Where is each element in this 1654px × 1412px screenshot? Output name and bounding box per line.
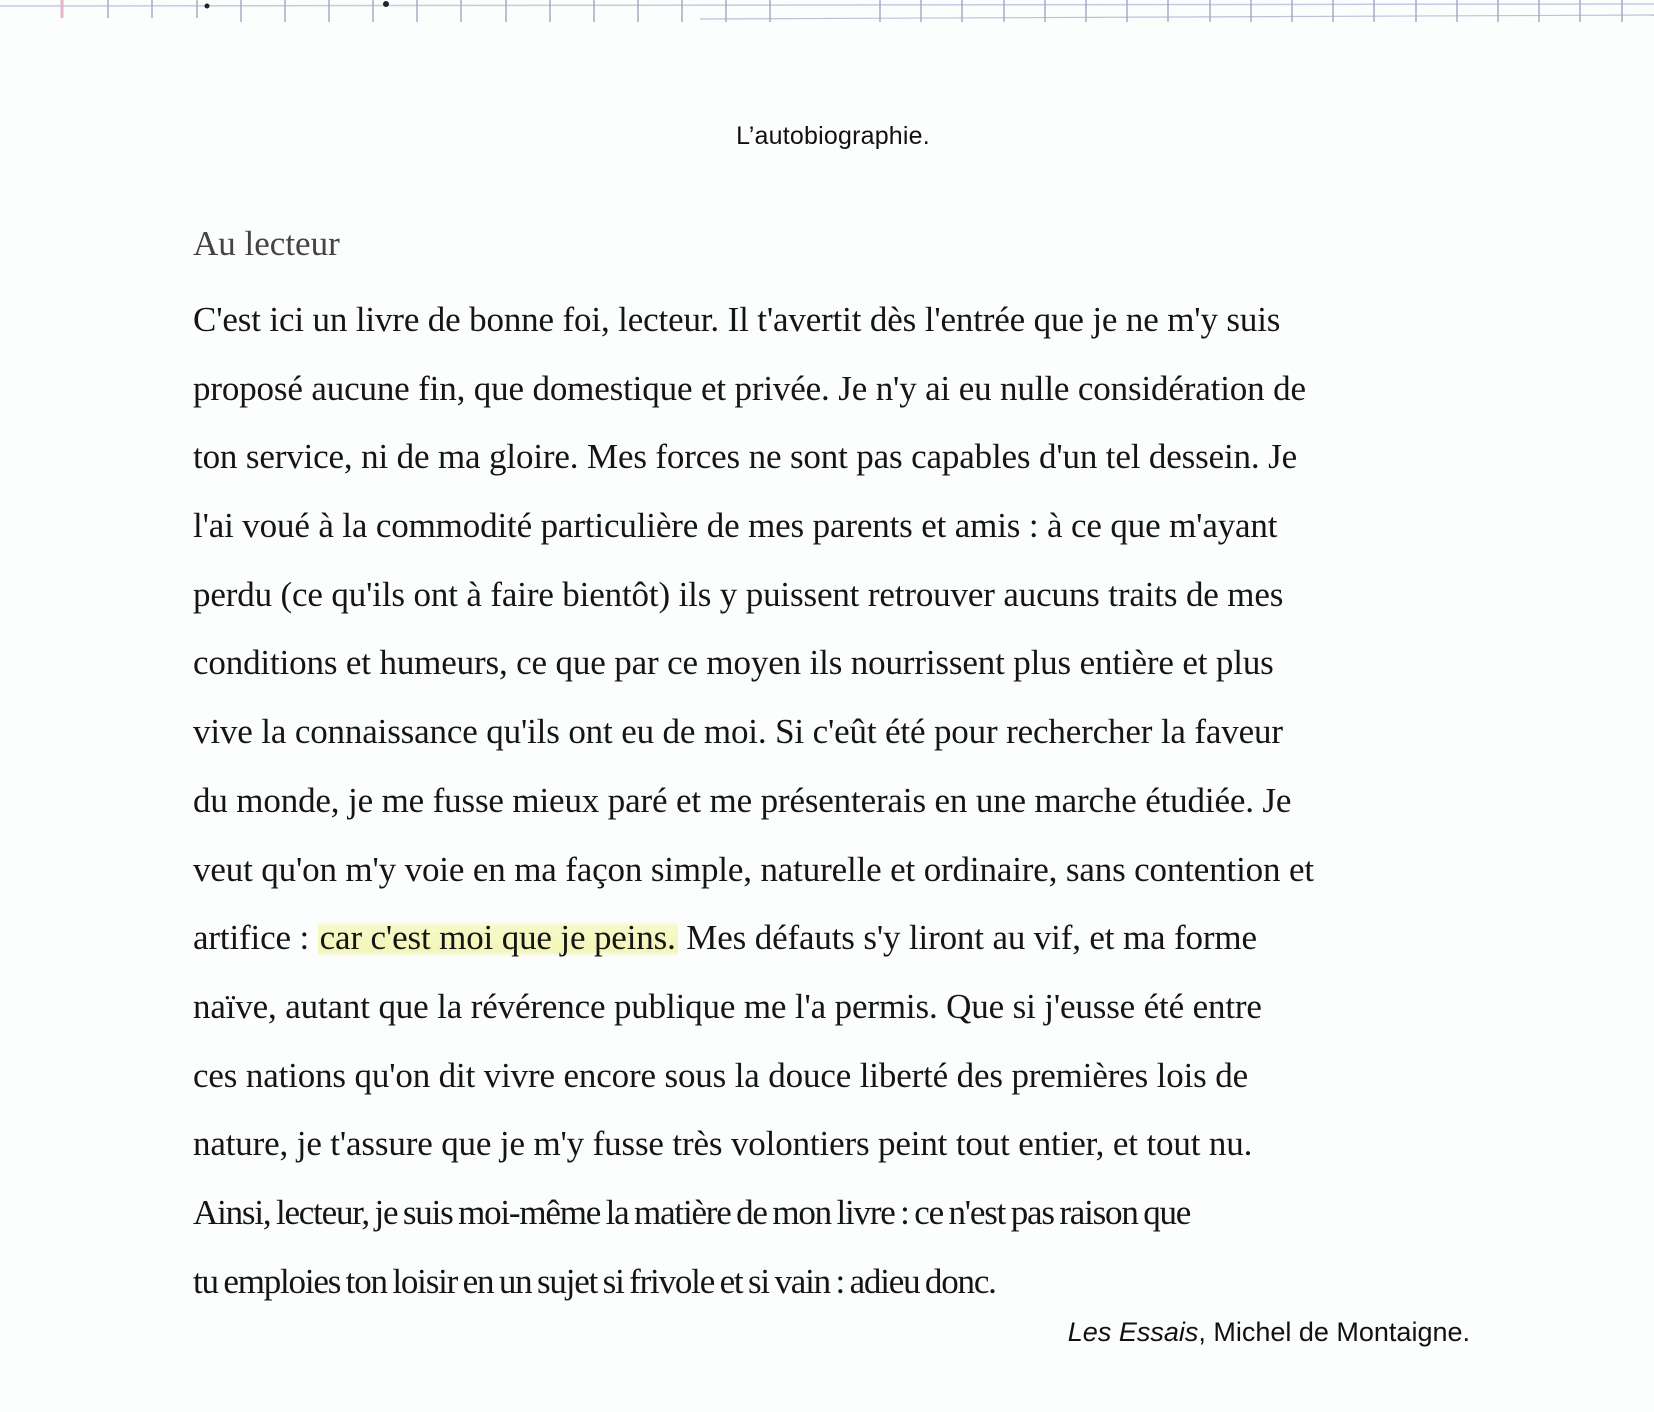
text-line: vive la connaissance qu'ils ont eu de moi. Si c'eût été pour rechercher la faveur — [193, 712, 1283, 752]
text-line: perdu (ce qu'ils ont à faire bientôt) ils y puissent retrouver aucuns traits de mes — [193, 574, 1284, 614]
text-line: du monde, je me fusse mieux paré et me présenterais en une marche étudiée. Je — [193, 780, 1292, 820]
text-line: veut qu'on m'y voie en ma façon simple, naturelle et ordinaire, sans contention et — [193, 849, 1314, 889]
text-line: C'est ici un livre de bonne foi, lecteur. Il t'avertit dès l'entrée que je ne m'y suis — [193, 300, 1281, 339]
text-line: naïve, autant que la révérence publique me l'a permis. Que si j'eusse été entre — [193, 986, 1262, 1026]
author-name: , Michel de Montaigne. — [1198, 1317, 1470, 1347]
text-line-highlighted — [193, 904, 1483, 973]
section-heading: Au lecteur — [193, 224, 340, 263]
text-line: ces nations qu'on dit vivre encore sous la douce liberté des premières lois de — [193, 1055, 1248, 1095]
text-line: conditions et humeurs, ce que par ce moyen ils nourrissent plus entière et plus — [193, 643, 1274, 683]
page-title: L’autobiographie. — [736, 122, 930, 150]
source-attribution — [1068, 1317, 1470, 1348]
notebook-grid-ruler — [0, 0, 1654, 30]
work-title: Les Essais — [1067, 1317, 1199, 1347]
text-line: Ainsi, lecteur, je suis moi-même la matière de mon livre : ce n'est pas raison que — [193, 1192, 1191, 1232]
text-line: l'ai voué à la commodité particulière de mes parents et amis : à ce que m'ayant — [193, 506, 1278, 546]
text-line: tu emploies ton loisir en un sujet si frivole et si vain : adieu donc. — [193, 1261, 996, 1301]
text-segment: artifice : — [193, 918, 318, 958]
text-line: proposé aucune fin, que domestique et privée. Je n'y ai eu nulle considération de — [193, 368, 1306, 408]
text-segment: Mes défauts s'y liront au vif, et ma forme — [677, 918, 1257, 958]
text-line: nature, je t'assure que je m'y fusse très volontiers peint tout entier, et tout nu. — [193, 1124, 1253, 1164]
text-line: ton service, ni de ma gloire. Mes forces ne sont pas capables d'un tel dessein. Je — [193, 437, 1297, 477]
highlighted-quote: car c'est moi que je peins. — [319, 918, 676, 958]
text-body — [193, 286, 1483, 1316]
